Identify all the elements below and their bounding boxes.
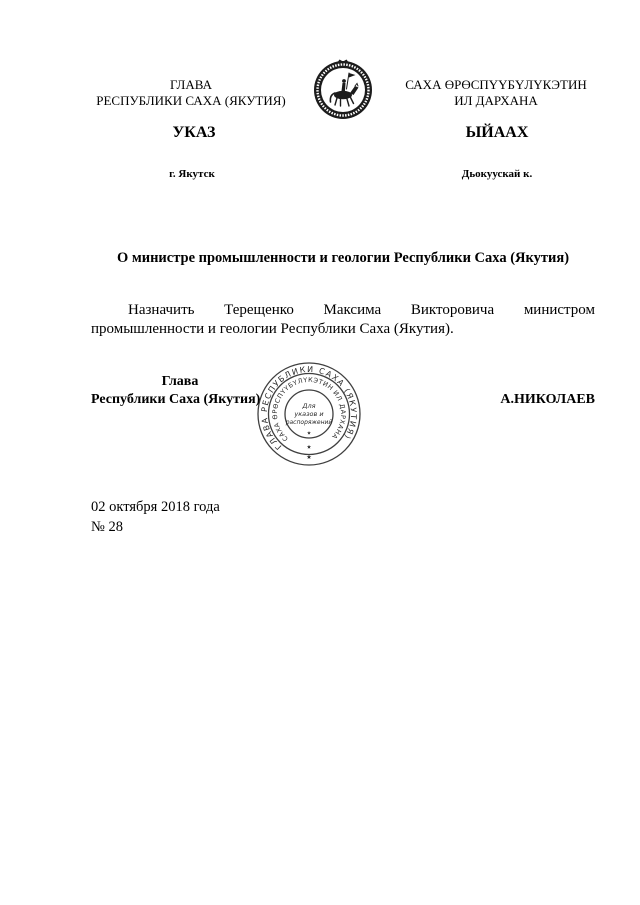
- coat-of-arms-icon: [312, 58, 374, 120]
- stamp-center-line1: Для: [302, 402, 316, 410]
- signatory-name: А.НИКОЛАЕВ: [500, 392, 595, 407]
- body-text-line2: промышленности и геологии Республики Саха (Якутия).: [91, 321, 454, 337]
- header-left: [81, 77, 301, 109]
- header-left-line1: ГЛАВА: [170, 77, 212, 92]
- body-text-line1: Назначить Терещенко Максима Викторовича министром: [128, 302, 595, 318]
- place-sakha: Дьокуускай к.: [461, 168, 533, 180]
- signatory-position-line2: Республики Саха (Якутия): [91, 392, 261, 407]
- doc-type-sakha: ЫЙААХ: [465, 124, 529, 141]
- decree-number: № 28: [91, 519, 123, 535]
- stamp-inner-ring-path-text: САХА ӨРӨСПҮҮБҮЛҮКЭТИН ИЛ ДАРХАНА: [270, 375, 348, 443]
- place-ru: г. Якутск: [169, 168, 215, 180]
- header-right: [386, 77, 606, 109]
- decree-date: 02 октября 2018 года: [91, 499, 220, 515]
- official-stamp: [256, 361, 362, 467]
- stamp-outer-ring-path-text: ГЛАВА РЕСПУБЛИКИ САХА (ЯКУТИЯ): [259, 364, 359, 452]
- stamp-center-line3: распоряжений: [285, 419, 333, 426]
- doc-type-ru: УКАЗ: [172, 124, 216, 141]
- header-right-line2: ИЛ ДАРХАНА: [454, 93, 538, 108]
- header-right-line1: САХА ӨРӨСПҮҮБҮЛҮКЭТИН: [405, 77, 587, 92]
- stamp-center-line2: указов и: [294, 410, 324, 418]
- signatory-position-line1: Глава: [161, 374, 199, 389]
- header-left-line2: РЕСПУБЛИКИ САХА (ЯКУТИЯ): [96, 93, 286, 108]
- decree-title: О министре промышленности и геологии Республики Саха (Якутия): [116, 250, 570, 266]
